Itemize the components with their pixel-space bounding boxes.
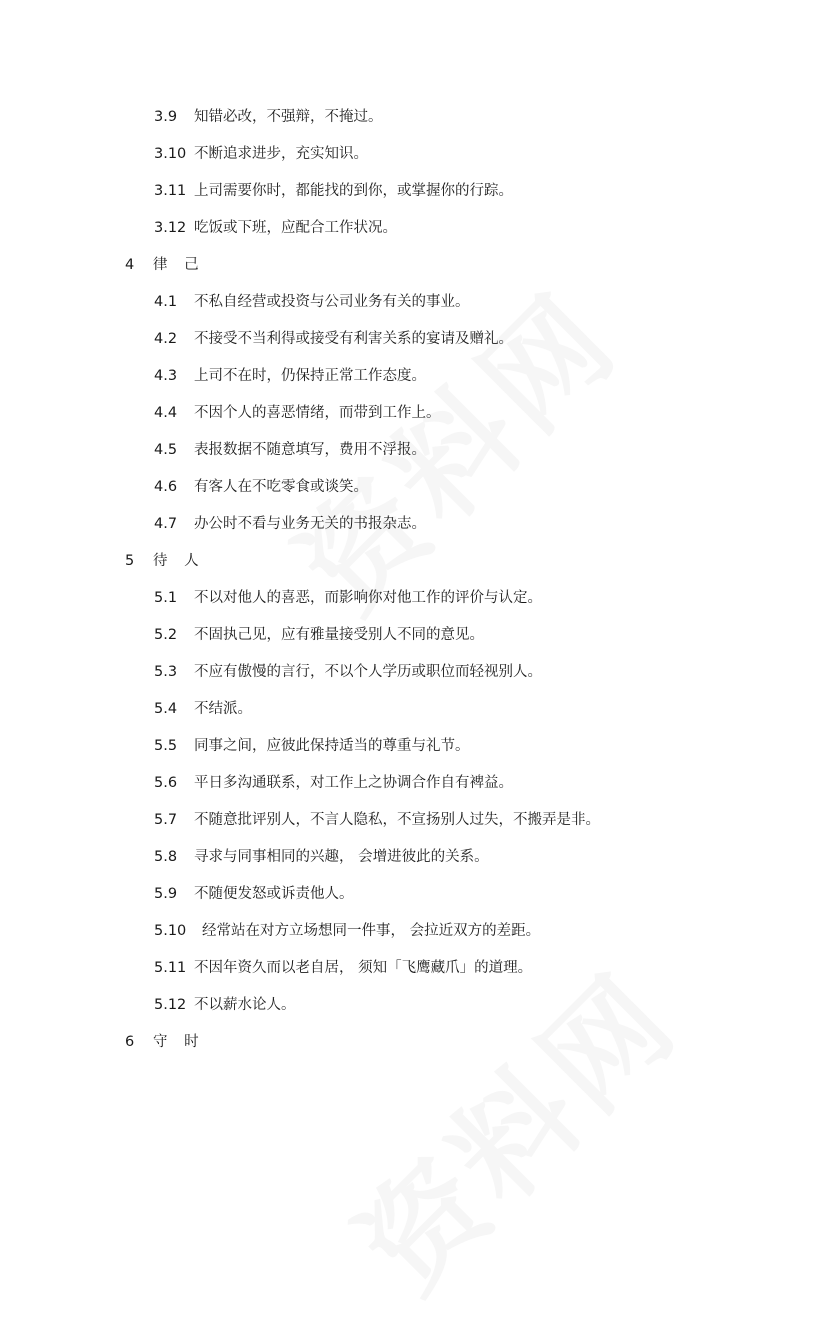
item-number: 5.4 [154,701,178,717]
list-item [154,810,600,830]
list-item [154,588,542,608]
list-item [154,662,542,682]
item-number: 5.10 [154,923,187,939]
item-number: 4.1 [154,294,178,310]
item-number: 5.5 [154,738,178,754]
item-text: 上司需要你时，都能找的到你，或掌握你的行踪。 [194,183,513,199]
list-item [154,181,513,201]
item-text: 不固执己见，应有雅量接受别人不同的意见。 [194,627,484,643]
list-item [154,218,397,238]
item-text: 不接受不当利得或接受有利害关系的宴请及赠礼。 [194,331,513,347]
item-text: 不随便发怒或诉责他人。 [194,886,354,902]
item-number: 4.6 [154,479,178,495]
item-text: 不以对他人的喜恶，而影响你对他工作的评价与认定。 [194,590,542,606]
list-item [154,107,383,127]
list-item [154,625,484,645]
item-text: 寻求与同事相同的兴趣， 会增进彼此的关系。 [194,849,489,865]
item-text: 不因年资久而以老自居， 须知「飞鹰藏爪」的道理。 [194,960,533,976]
item-text: 上司不在时，仍保持正常工作态度。 [194,368,426,384]
section-number: 5 [125,553,135,569]
list-item [154,884,354,904]
item-text: 不以薪水论人。 [194,997,296,1013]
list-item [154,144,368,164]
list-item [154,699,252,719]
list-item [154,477,368,497]
list-item [154,403,441,423]
list-item [154,995,296,1015]
item-number: 5.8 [154,849,178,865]
item-text: 办公时不看与业务无关的书报杂志。 [194,516,426,532]
item-text: 吃饭或下班，应配合工作状况。 [194,220,397,236]
section-title: 守 时 [153,1034,205,1050]
item-number: 4.4 [154,405,178,421]
list-item [154,440,426,460]
list-item [154,366,426,386]
list-item [154,773,513,793]
item-number: 3.11 [154,183,187,199]
item-number: 5.6 [154,775,178,791]
item-number: 5.9 [154,886,178,902]
item-number: 4.3 [154,368,178,384]
item-text: 不随意批评别人，不言人隐私，不宣扬别人过失，不搬弄是非。 [194,812,600,828]
list-item [154,958,532,978]
item-text: 不应有傲慢的言行，不以个人学历或职位而轻视别人。 [194,664,542,680]
item-number: 3.12 [154,220,187,236]
item-number: 4.7 [154,516,178,532]
item-text: 有客人在不吃零食或谈笑。 [194,479,368,495]
item-number: 3.10 [154,146,187,162]
item-text: 不结派。 [194,701,252,717]
item-number: 3.9 [154,109,178,125]
section-title: 律 己 [153,257,205,273]
list-item [154,921,540,941]
list-item [154,736,470,756]
item-number: 5.11 [154,960,187,976]
list-item [154,329,513,349]
section-heading [125,255,205,275]
section-heading [125,551,205,571]
list-item [154,847,489,867]
item-number: 5.7 [154,812,178,828]
item-number: 5.1 [154,590,178,606]
item-text: 同事之间，应彼此保持适当的尊重与礼节。 [194,738,470,754]
section-heading [125,1032,205,1052]
section-title: 待 人 [153,553,205,569]
item-number: 5.3 [154,664,178,680]
item-number: 5.2 [154,627,178,643]
item-number: 4.5 [154,442,178,458]
section-number: 6 [125,1034,135,1050]
watermark [315,929,708,1322]
list-item [154,514,426,534]
item-number: 5.12 [154,997,187,1013]
item-text: 不因个人的喜恶情绪，而带到工作上。 [194,405,441,421]
item-text: 经常站在对方立场想同一件事， 会拉近双方的差距。 [202,923,541,939]
section-number: 4 [125,257,135,273]
item-text: 不断追求进步，充实知识。 [194,146,368,162]
item-text: 知错必改，不强辩，不掩过。 [194,109,383,125]
item-text: 平日多沟通联系，对工作上之协调合作自有裨益。 [194,775,513,791]
item-text: 不私自经营或投资与公司业务有关的事业。 [194,294,470,310]
item-text: 表报数据不随意填写，费用不浮报。 [194,442,426,458]
list-item [154,292,470,312]
item-number: 4.2 [154,331,178,347]
